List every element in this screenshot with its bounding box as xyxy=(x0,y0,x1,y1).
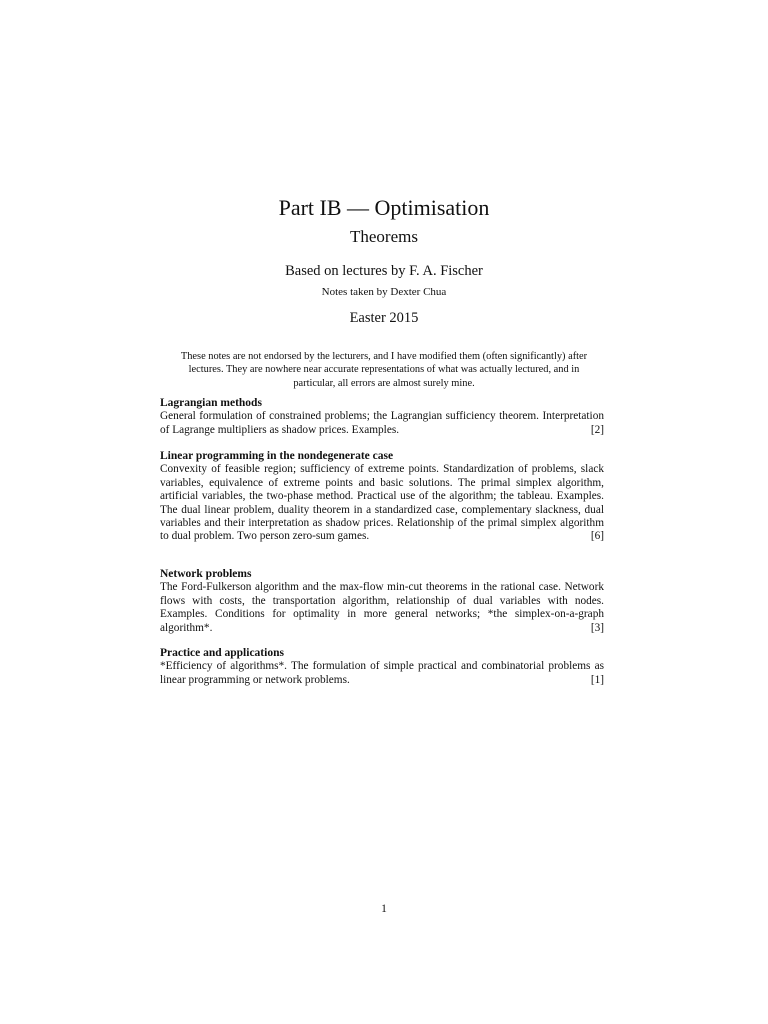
syllabus-section xyxy=(160,450,604,544)
lecture-count: [6] xyxy=(590,530,604,543)
section-body xyxy=(160,410,604,437)
section-text: *Efficiency of algorithms*. The formulation of simple practical and combinatorial problems as linear programming or network problems. xyxy=(160,660,604,686)
section-body xyxy=(160,660,604,687)
section-text: General formulation of constrained problems; the Lagrangian sufficiency theorem. Interpretation of Lagrange multipliers as shadow prices. Examples. xyxy=(160,410,604,436)
section-heading: Network problems xyxy=(160,568,252,580)
document-subtitle: Theorems xyxy=(350,227,418,246)
section-heading: Linear programming in the nondegenerate case xyxy=(160,450,394,462)
document-title: Part IB — Optimisation xyxy=(278,195,490,220)
section-text: The Ford-Fulkerson algorithm and the max-flow min-cut theorems in the rational case. Network flows with costs, the transportation algorithm, relationship of dual variables with nodes. Examples. Conditions for optimality in more general networks; *the simplex-on-a-graph algorithm*. xyxy=(160,581,604,634)
term-date: Easter 2015 xyxy=(349,310,419,326)
section-heading: Practice and applications xyxy=(160,647,284,659)
lecturer-credit: Based on lectures by F. A. Fischer xyxy=(285,263,483,279)
lecture-count: [2] xyxy=(590,423,604,436)
section-heading: Lagrangian methods xyxy=(160,397,262,409)
lecture-count: [3] xyxy=(590,621,604,634)
syllabus-section xyxy=(160,568,604,635)
lecture-count: [1] xyxy=(590,673,604,686)
page-number: 1 xyxy=(381,903,387,915)
note-taker-credit: Notes taken by Dexter Chua xyxy=(321,286,447,298)
syllabus-section xyxy=(160,647,604,687)
syllabus-section xyxy=(160,397,604,437)
disclaimer: These notes are not endorsed by the lecturers, and I have modified them (often significantly) after lectures. They are nowhere near accurate representations of what was actually lectured, and in particular, all errors are almost surely mine. xyxy=(180,351,588,389)
section-text: Convexity of feasible region; sufficiency of extreme points. Standardization of problems, slack variables, equivalence of extreme points and basic solutions. The primal simplex algorithm, artificial variables, the two-phase method. Practical use of the algorithm; the tableau. Examples. The dual linear problem, duality theorem in a standardized case, complementary slackness, dual variables and their interpretation as shadow prices. Relationship of the primal simplex algorithm to dual problem. Two person zero-sum games. xyxy=(160,463,604,543)
section-body xyxy=(160,463,604,543)
section-body xyxy=(160,581,604,635)
